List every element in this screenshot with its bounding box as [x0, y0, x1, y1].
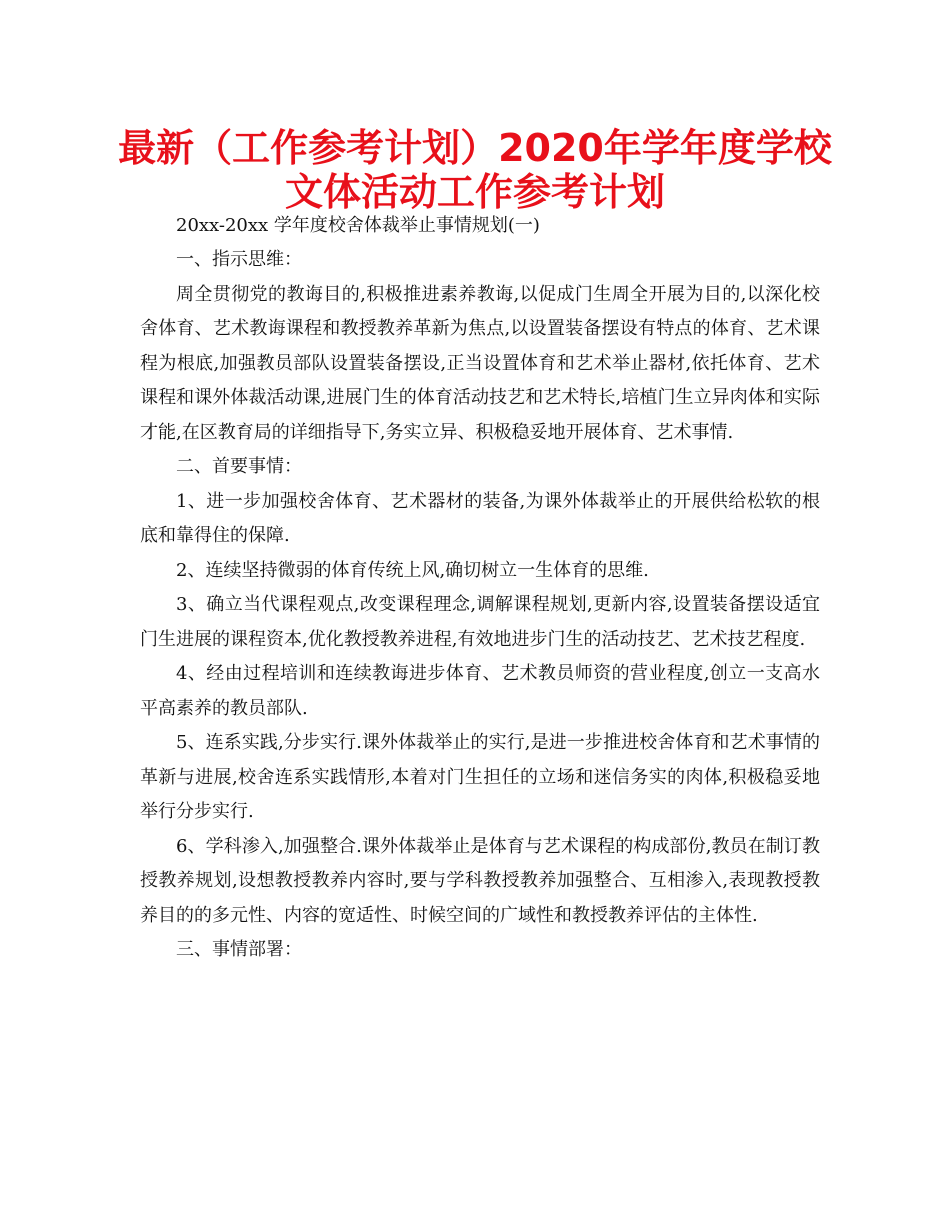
document-body: [140, 243, 820, 968]
paragraph: 4、经由过程培训和连续教诲进步体育、艺术教员师资的营业程度,创立一支高水平高素养的教员部队.: [140, 663, 820, 719]
section-heading-main-tasks: 二、首要事情：: [176, 456, 302, 477]
paragraph: 3、确立当代课程观点,改变课程理念,调解课程规划,更新内容,设置装备摆设适宜门生进展的课程资本,优化教授教养进程,有效地进步门生的活动技艺、艺术技艺程度.: [140, 594, 820, 650]
paragraph: 5、连系实践,分步实行.课外体裁举止的实行,是进一步推进校舍体育和艺术事情的革新与进展,校舍连系实践情形,本着对门生担任的立场和迷信务实的肉体,积极稳妥地举行分步实行.: [140, 732, 820, 822]
document-title-line2: 文体活动工作参考计划: [284, 170, 665, 214]
paragraph: 2、连续坚持微弱的体育传统上风,确切树立一生体育的思维.: [176, 559, 649, 581]
paragraph: 6、学科渗入,加强整合.课外体裁举止是体育与艺术课程的构成部份,教员在制订教授教养规划,设想教授教养内容时,要与学科教授教养加强整合、互相渗入,表现教授教养目的的多元性、内容的宽适性、时候空间的广域性和教授教养评估的主体性.: [140, 835, 820, 926]
document-subtitle: 20xx-20xx 学年度校舍体裁举止事情规划(一): [176, 215, 540, 236]
section-heading-arrangement: 三、事情部署：: [176, 939, 302, 960]
document-title-line1: 最新（工作参考计划）2020年学年度学校: [118, 126, 832, 170]
paragraph: 周全贯彻党的教诲目的,积极推进素养教诲,以促成门生周全开展为目的,以深化校舍体育、艺术教诲课程和教授教养革新为焦点,以设置装备摆设有特点的体育、艺术课程为根底,加强教员部队设置装备摆设,正当设置体育和艺术举止器材,依托体育、艺术课程和课外体裁活动课,进展门生的体育活动技艺和艺术特长,培植门生立异肉体和实际才能,在区教育局的详细指导下,务实立异、积极稳妥地开展体育、艺术事情.: [140, 283, 820, 443]
section-heading-guiding-thought: 一、指示思维：: [176, 249, 302, 270]
paragraph: 1、进一步加强校舍体育、艺术器材的装备,为课外体裁举止的开展供给松软的根底和靠得住的保障.: [140, 490, 820, 546]
